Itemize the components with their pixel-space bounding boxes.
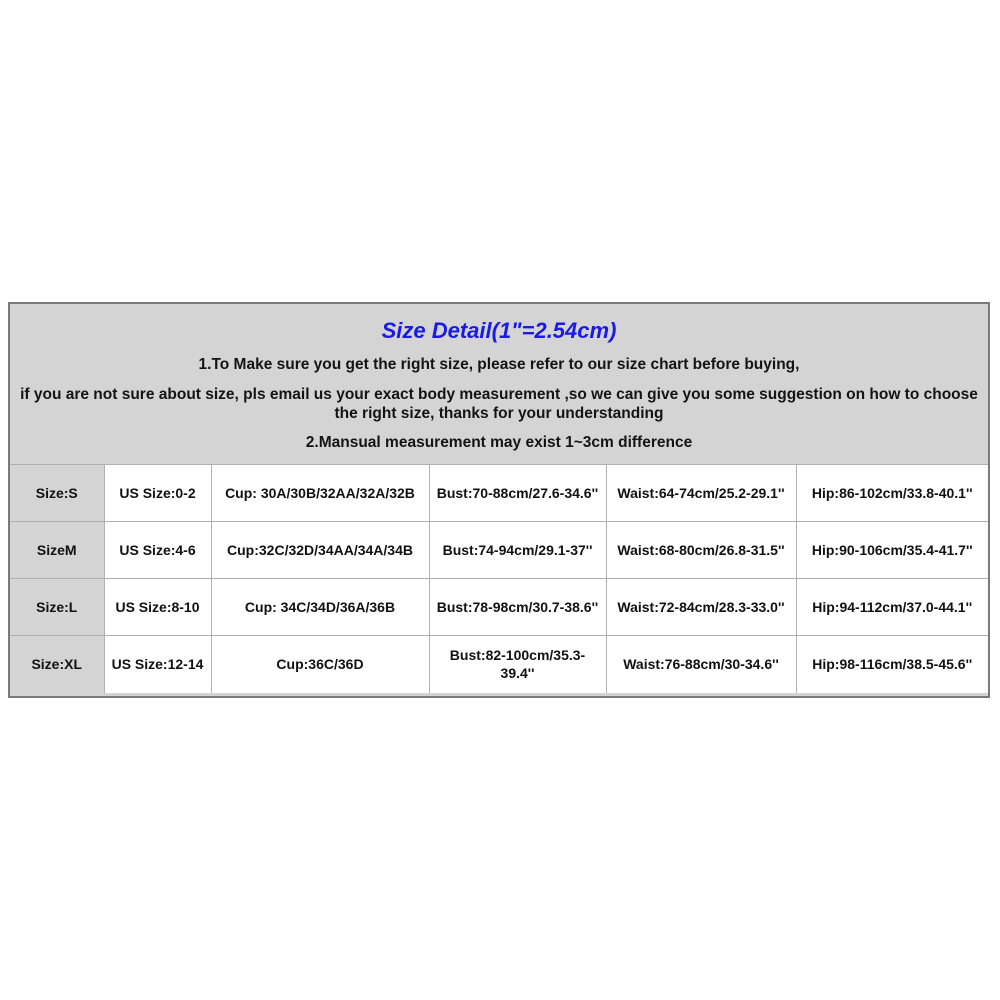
table-row <box>10 579 988 636</box>
size-label-cell: Size:S <box>10 465 104 522</box>
bust-cell: Bust:82-100cm/35.3-39.4'' <box>429 636 606 693</box>
us-size-cell: US Size:4-6 <box>104 522 211 579</box>
bust-cell: Bust:70-88cm/27.6-34.6'' <box>429 465 606 522</box>
us-size-cell: US Size:8-10 <box>104 579 211 636</box>
size-chart <box>8 302 990 698</box>
size-note-1: 1.To Make sure you get the right size, please refer to our size chart before buying, <box>198 356 800 373</box>
size-chart-header <box>10 304 988 464</box>
waist-cell: Waist:76-88cm/30-34.6'' <box>606 636 796 693</box>
waist-cell: Waist:64-74cm/25.2-29.1'' <box>606 465 796 522</box>
table-row <box>10 522 988 579</box>
size-chart-title: Size Detail(1"=2.54cm) <box>381 318 617 343</box>
waist-cell: Waist:68-80cm/26.8-31.5'' <box>606 522 796 579</box>
us-size-cell: US Size:12-14 <box>104 636 211 693</box>
hip-cell: Hip:86-102cm/33.8-40.1'' <box>796 465 988 522</box>
size-label-cell: Size:L <box>10 579 104 636</box>
us-size-cell: US Size:0-2 <box>104 465 211 522</box>
table-row <box>10 636 988 693</box>
hip-cell: Hip:98-116cm/38.5-45.6'' <box>796 636 988 693</box>
hip-cell: Hip:94-112cm/37.0-44.1'' <box>796 579 988 636</box>
size-note-2: if you are not sure about size, pls email us your exact body measurement ,so we can give you some suggestion on how to choose the right size, thanks for your understanding <box>20 386 978 422</box>
hip-cell: Hip:90-106cm/35.4-41.7'' <box>796 522 988 579</box>
cup-cell: Cup: 30A/30B/32AA/32A/32B <box>211 465 429 522</box>
cup-cell: Cup: 34C/34D/36A/36B <box>211 579 429 636</box>
table-row <box>10 465 988 522</box>
bust-cell: Bust:78-98cm/30.7-38.6'' <box>429 579 606 636</box>
cup-cell: Cup:32C/32D/34AA/34A/34B <box>211 522 429 579</box>
size-note-3: 2.Mansual measurement may exist 1~3cm difference <box>305 434 693 451</box>
size-table <box>10 464 988 693</box>
waist-cell: Waist:72-84cm/28.3-33.0'' <box>606 579 796 636</box>
size-label-cell: SizeM <box>10 522 104 579</box>
cup-cell: Cup:36C/36D <box>211 636 429 693</box>
size-label-cell: Size:XL <box>10 636 104 693</box>
bust-cell: Bust:74-94cm/29.1-37'' <box>429 522 606 579</box>
